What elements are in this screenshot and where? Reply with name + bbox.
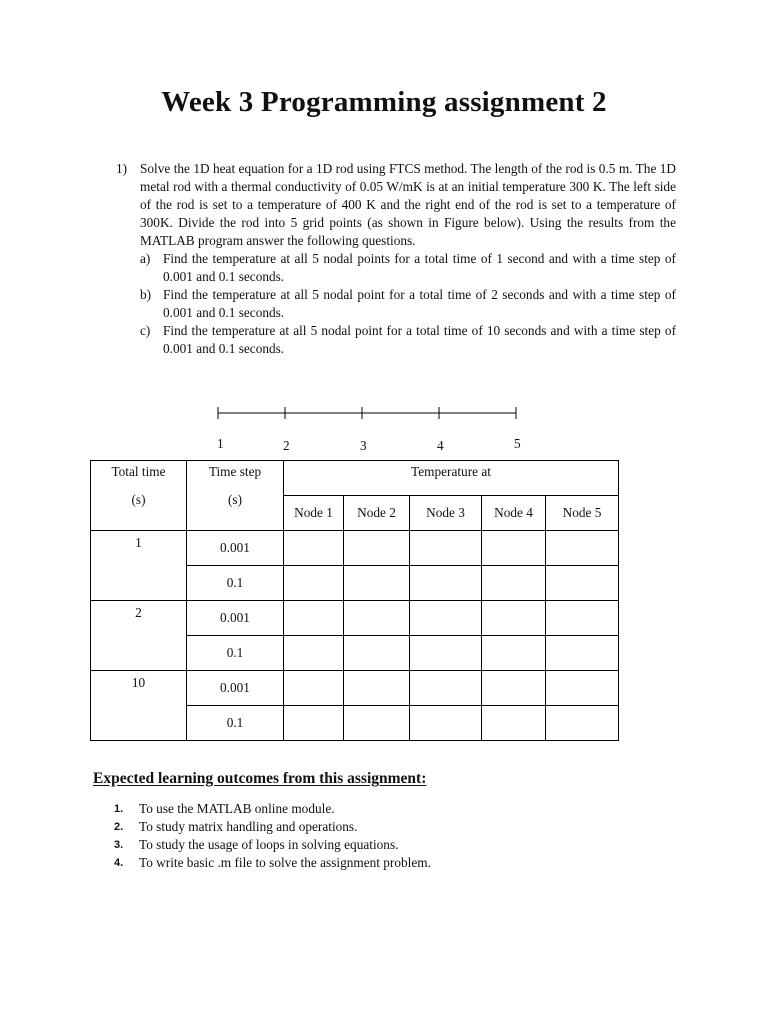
empty-cell [546, 671, 619, 706]
header-time-step-unit: (s) [227, 492, 243, 507]
empty-cell [482, 671, 546, 706]
part-label: a) [140, 251, 151, 266]
empty-cell [344, 566, 410, 601]
empty-cell [344, 531, 410, 566]
part-label: b) [140, 287, 152, 302]
header-total-time-unit: (s) [131, 492, 146, 507]
results-table [90, 460, 619, 741]
table-row [91, 601, 619, 636]
time-step-cell: 0.001 [187, 671, 284, 706]
list-item [92, 818, 431, 836]
empty-cell [284, 601, 344, 636]
empty-cell [546, 636, 619, 671]
list-text: To study the usage of loops in solving equations. [139, 837, 399, 852]
list-item [92, 836, 431, 854]
list-number: 4. [114, 857, 124, 869]
empty-cell [410, 566, 482, 601]
time-step-cell: 0.1 [187, 636, 284, 671]
list-number: 1. [114, 803, 124, 815]
question-text: Solve the 1D heat equation for a 1D rod using FTCS method. The length of the rod is 0.5 m. The 1D metal rod with a thermal conductivity of 0.05 W/mK is at an initial temperature 300 K. The left side of the rod is set to a temperature of 400 K and the right end of the rod is set to a temperature of 300K. Divide the rod into 5 grid points (as shown in Figure below). Using the results from the MATLAB program answer the following questions. [140, 161, 676, 248]
empty-cell [344, 706, 410, 741]
node-label-3: 3 [360, 438, 367, 453]
question-1 [116, 160, 676, 358]
list-item [92, 854, 431, 872]
node-label-5: 5 [514, 436, 521, 451]
empty-cell [284, 566, 344, 601]
node-label-1: 1 [217, 436, 224, 451]
list-text: To study matrix handling and operations. [139, 819, 358, 834]
time-step-cell: 0.1 [187, 706, 284, 741]
empty-cell [344, 601, 410, 636]
question-number: 1) [116, 161, 128, 176]
rod-grid-figure [200, 400, 540, 460]
outcomes-heading: Expected learning outcomes from this assignment: [93, 770, 427, 787]
header-time-step-label: Time step [208, 464, 262, 479]
empty-cell [284, 671, 344, 706]
page-title: Week 3 Programming assignment 2 [161, 86, 607, 118]
part-label: c) [140, 323, 151, 338]
part-text: Find the temperature at all 5 nodal points for a total time of 1 second and with a time step of 0.001 and 0.1 seconds. [163, 251, 676, 284]
empty-cell [344, 671, 410, 706]
header-time-step [187, 461, 284, 531]
rod-line-diagram [200, 400, 540, 430]
question-part-c [140, 322, 676, 358]
list-number: 3. [114, 839, 124, 851]
total-time-cell: 1 [91, 531, 187, 601]
empty-cell [410, 706, 482, 741]
empty-cell [482, 531, 546, 566]
empty-cell [284, 706, 344, 741]
empty-cell [482, 706, 546, 741]
time-step-cell: 0.001 [187, 601, 284, 636]
header-node-4: Node 4 [482, 496, 546, 531]
list-text: To use the MATLAB online module. [139, 801, 335, 816]
empty-cell [410, 671, 482, 706]
part-text: Find the temperature at all 5 nodal point for a total time of 2 seconds and with a time step of 0.001 and 0.1 seconds. [163, 287, 676, 320]
empty-cell [482, 601, 546, 636]
table-row [91, 671, 619, 706]
empty-cell [482, 636, 546, 671]
header-node-2: Node 2 [344, 496, 410, 531]
empty-cell [344, 636, 410, 671]
empty-cell [546, 531, 619, 566]
empty-cell [546, 601, 619, 636]
total-time-cell: 2 [91, 601, 187, 671]
header-total-time-label: Total time [111, 464, 166, 479]
header-temperature: Temperature at [284, 461, 619, 496]
list-text: To write basic .m file to solve the assignment problem. [139, 855, 431, 870]
outcomes-list [92, 800, 431, 872]
empty-cell [410, 531, 482, 566]
empty-cell [410, 601, 482, 636]
question-part-b [140, 286, 676, 322]
empty-cell [546, 566, 619, 601]
empty-cell [482, 566, 546, 601]
total-time-cell: 10 [91, 671, 187, 741]
time-step-cell: 0.001 [187, 531, 284, 566]
empty-cell [284, 531, 344, 566]
empty-cell [546, 706, 619, 741]
empty-cell [284, 636, 344, 671]
list-item [92, 800, 431, 818]
header-node-3: Node 3 [410, 496, 482, 531]
question-part-a [140, 250, 676, 286]
time-step-cell: 0.1 [187, 566, 284, 601]
empty-cell [410, 636, 482, 671]
header-node-1: Node 1 [284, 496, 344, 531]
header-node-5: Node 5 [546, 496, 619, 531]
list-number: 2. [114, 821, 124, 833]
table-row [91, 531, 619, 566]
header-total-time [91, 461, 187, 531]
node-label-4: 4 [437, 438, 444, 453]
part-text: Find the temperature at all 5 nodal point for a total time of 10 seconds and with a time step of 0.001 and 0.1 seconds. [163, 323, 676, 356]
node-label-2: 2 [283, 438, 290, 453]
